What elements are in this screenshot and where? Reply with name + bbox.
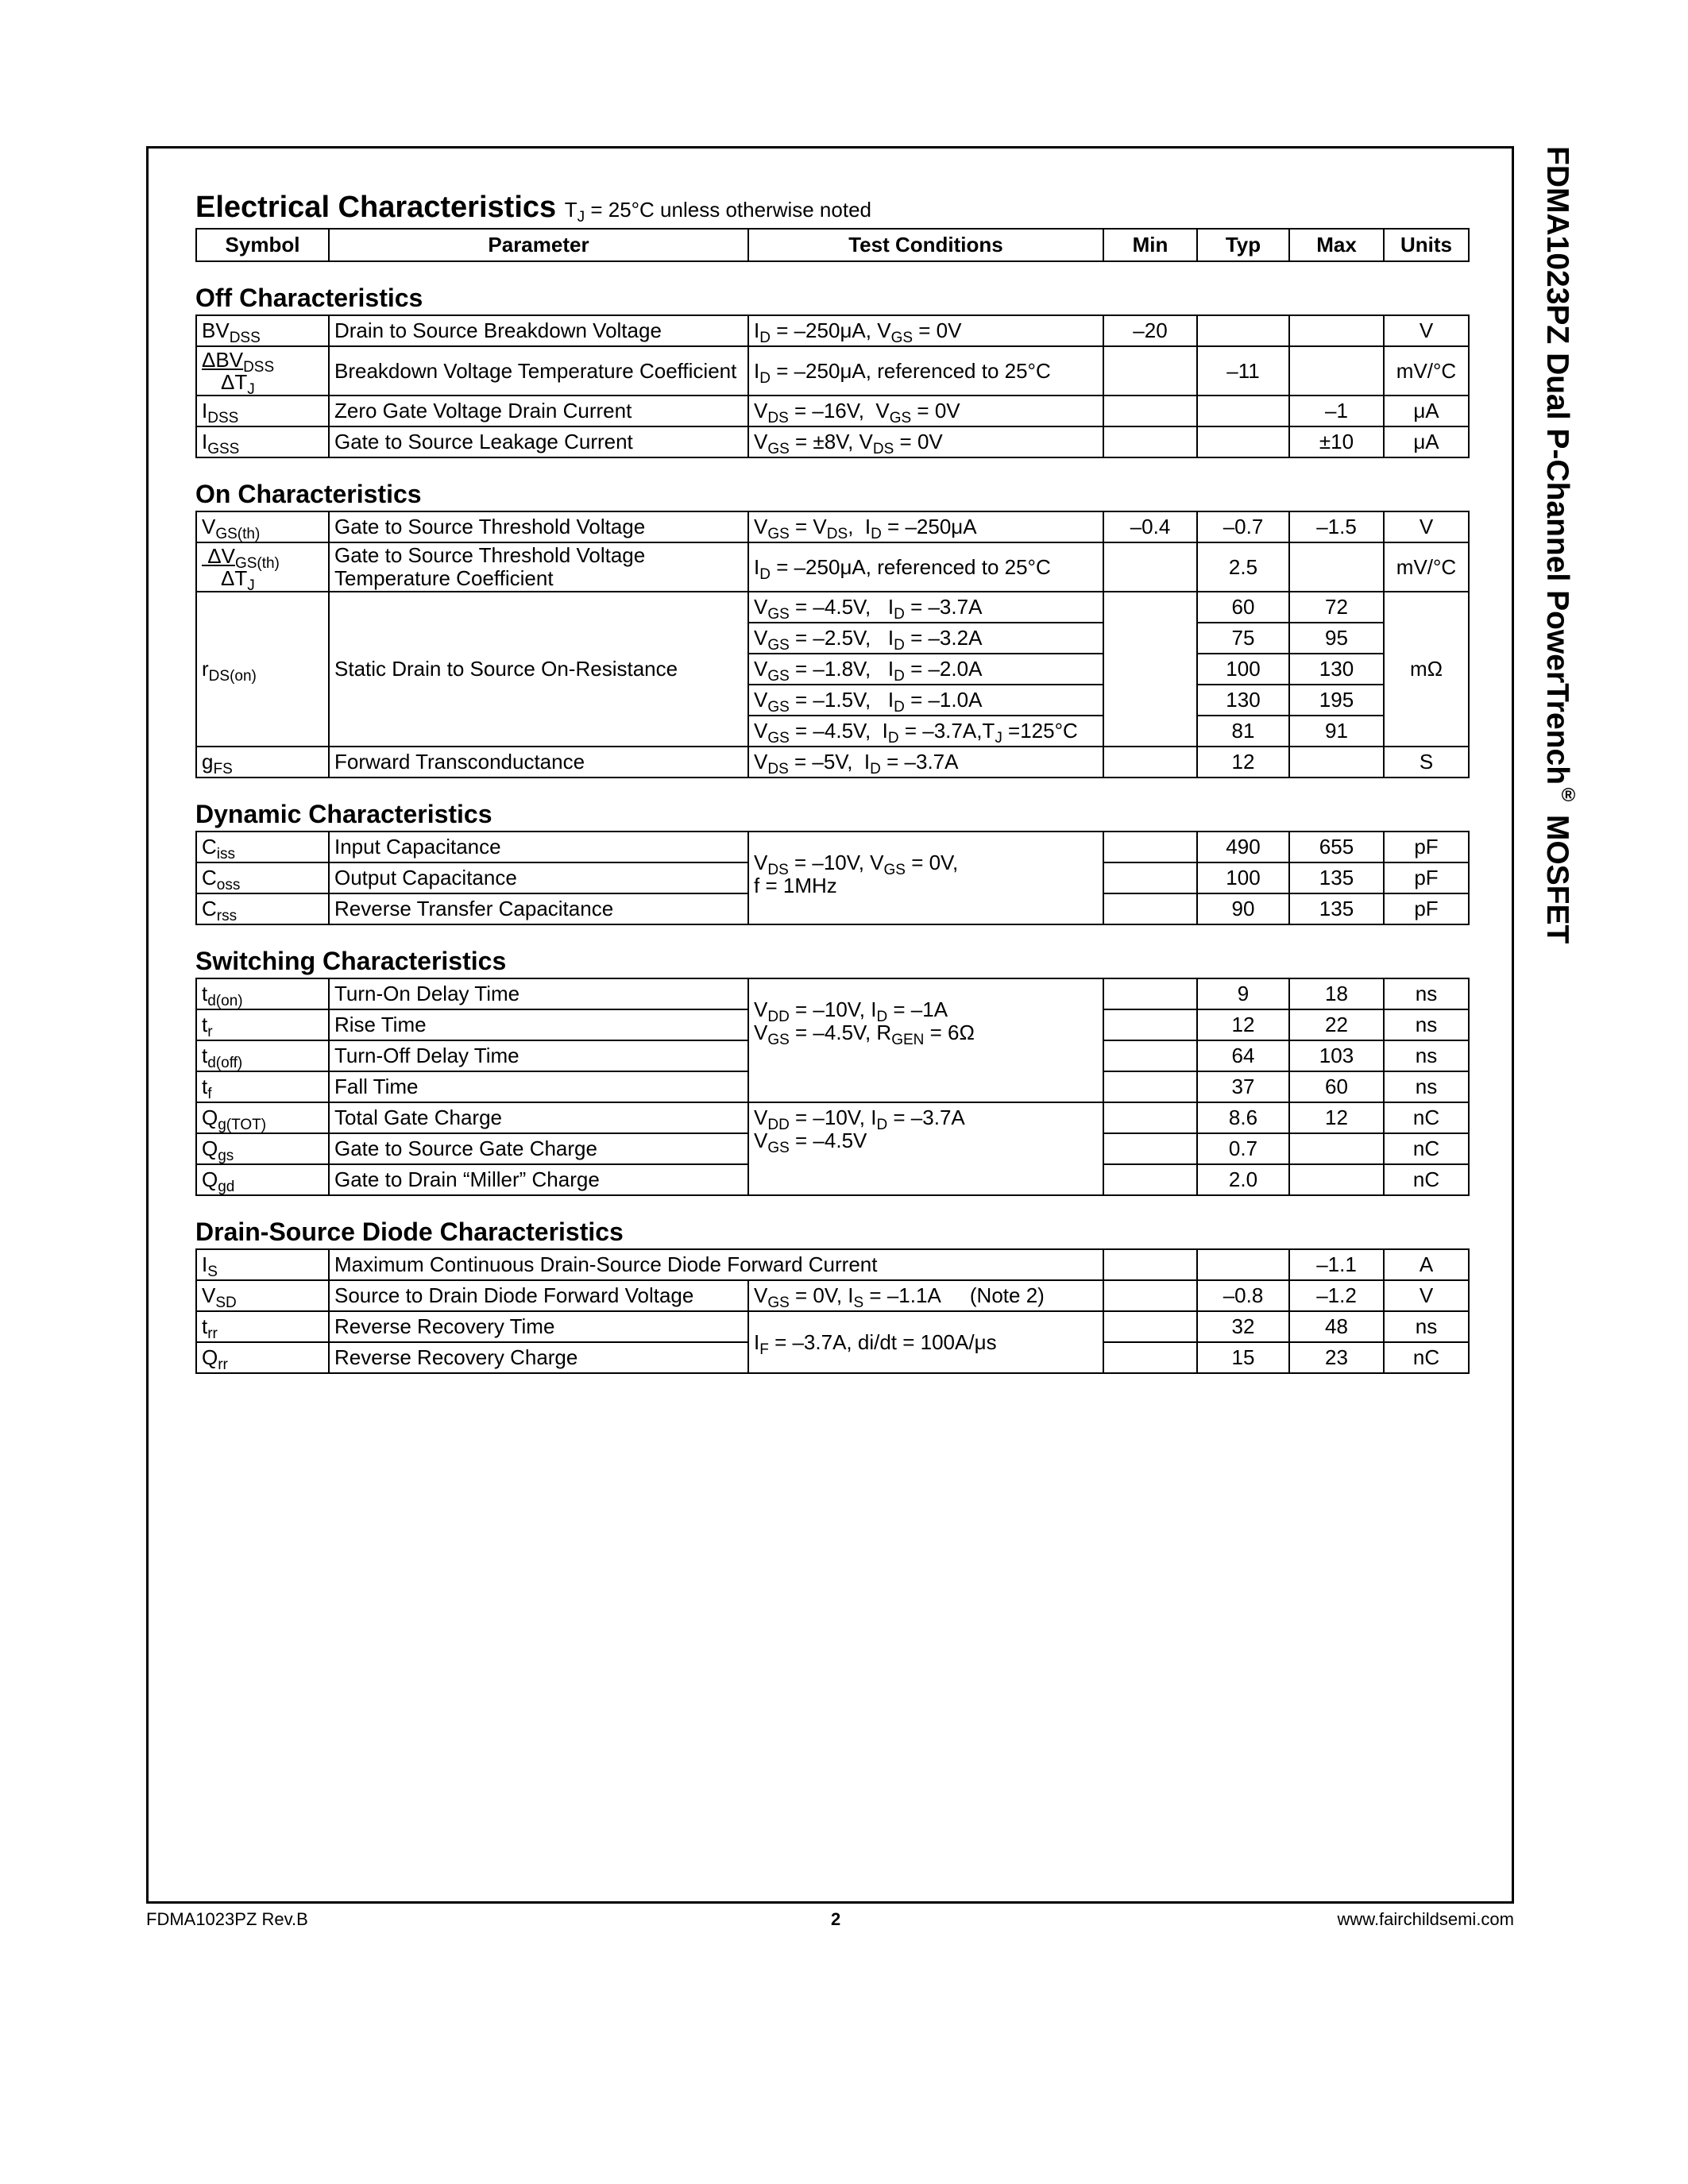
page-heading	[195, 187, 1468, 228]
span-element: FDMA1023PZ Dual P-Channel PowerTrench	[1540, 146, 1574, 785]
subscript: FS	[213, 761, 233, 778]
symbol-cell: $C_{iss}$	[196, 832, 329, 862]
value-cell: nC	[1384, 1133, 1469, 1164]
value-cell	[1103, 832, 1197, 862]
subscript: D	[759, 369, 771, 387]
symbol-cell: $I_{GSS}$	[196, 426, 329, 457]
symbol-cell: $t_{d(on)}$	[196, 978, 329, 1009]
cond-cell: $I_D = -250\mu A$, $V_{GS} = 0V$	[748, 315, 1103, 346]
col-typ: Typ	[1197, 229, 1289, 261]
value-cell	[1289, 315, 1384, 346]
cond-cell: $V_{GS} = -2.5V$, $I_D = -3.2A$	[748, 623, 1103, 654]
value-cell: S	[1384, 747, 1469, 778]
param-cell: Turn-Off Delay Time	[329, 1040, 748, 1071]
value-cell	[1103, 396, 1197, 426]
cond-cell: $V_{GS} = -1.8V$, $I_D = -2.0A$	[748, 654, 1103, 685]
cond-cell: $V_{DS} = -10V$, $V_{GS} = 0V$, f = 1MHz	[748, 832, 1103, 924]
subscript: J	[247, 577, 255, 595]
value-cell	[1289, 1164, 1384, 1195]
value-cell: 195	[1289, 685, 1384, 716]
subscript: GS	[890, 330, 914, 347]
cond-cell: $V_{DS} = -5V$, $I_D = -3.7A$	[748, 747, 1103, 778]
symbol-cell	[196, 346, 329, 399]
subscript: DS	[767, 761, 789, 778]
value-cell: ns	[1384, 1311, 1469, 1342]
value-cell	[1289, 542, 1384, 592]
subscript: d(on)	[207, 993, 243, 1010]
superscript: ®	[1558, 785, 1579, 807]
value-cell	[1103, 426, 1197, 457]
value-cell	[1103, 1280, 1197, 1311]
table-row	[196, 1280, 1469, 1311]
header-row	[196, 229, 1469, 261]
on-table	[195, 511, 1470, 778]
symbol-cell: $t_{d(off)}$	[196, 1040, 329, 1071]
param-cell: Fall Time	[329, 1071, 748, 1102]
param-cell: Gate to Source Threshold Voltage Temperature Coefficient	[329, 542, 748, 592]
value-cell: –11	[1197, 346, 1289, 396]
symbol-cell: $r_{DS(on)}$	[196, 592, 329, 747]
subscript: DD	[767, 1009, 790, 1026]
subscript: DS	[826, 526, 848, 543]
table-row	[196, 542, 1469, 592]
symbol-cell: $I_S$	[196, 1249, 329, 1280]
value-cell: ns	[1384, 1040, 1469, 1071]
span-element: Electrical Characteristics	[195, 191, 557, 224]
subscript: S	[853, 1295, 864, 1312]
subscript: DSS	[229, 330, 261, 347]
value-cell	[1103, 1009, 1197, 1040]
span-element: = 25°C unless otherwise noted	[585, 198, 871, 222]
param-cell: Static Drain to Source On-Resistance	[329, 592, 748, 747]
subscript: rss	[216, 908, 238, 925]
subscript: D	[894, 699, 905, 716]
value-cell	[1197, 315, 1289, 346]
value-cell: –20	[1103, 315, 1197, 346]
subscript: GS	[767, 1032, 790, 1049]
value-cell: 12	[1197, 747, 1289, 778]
param-cell: Total Gate Charge	[329, 1102, 748, 1133]
cond-cell: $V_{DD} = -10V$, $I_D = -3.7A$ $V_{GS} = -4.5V$	[748, 1102, 1103, 1195]
param-cell: Gate to Source Threshold Voltage	[329, 511, 748, 542]
switching-table	[195, 978, 1470, 1196]
col-test-conditions: Test Conditions	[748, 229, 1103, 261]
subscript: GS	[767, 1295, 790, 1312]
param-cell: Zero Gate Voltage Drain Current	[329, 396, 748, 426]
off-table	[195, 314, 1470, 458]
subscript: rr	[207, 1325, 218, 1343]
value-cell	[1103, 862, 1197, 893]
subscript: GS	[767, 730, 790, 747]
subscript: GS	[767, 1140, 790, 1157]
table-row	[196, 1102, 1469, 1133]
value-cell: 60	[1197, 592, 1289, 623]
table-row	[196, 426, 1469, 457]
subscript: GS	[767, 699, 790, 716]
dynamic-table	[195, 831, 1470, 925]
value-cell: 135	[1289, 862, 1384, 893]
subscript: J	[995, 730, 1002, 747]
subscript: DS	[872, 441, 894, 458]
param-cell: Drain to Source Breakdown Voltage	[329, 315, 748, 346]
param-cell: Output Capacitance	[329, 862, 748, 893]
subscript: DS(on)	[208, 668, 257, 685]
param-cell: Maximum Continuous Drain-Source Diode Forward Current	[329, 1249, 1103, 1280]
value-cell: nC	[1384, 1342, 1469, 1373]
value-cell	[1289, 747, 1384, 778]
section-diode: Drain-Source Diode Characteristics	[195, 1217, 624, 1246]
value-cell: ±10	[1289, 426, 1384, 457]
value-cell: 15	[1197, 1342, 1289, 1373]
subscript: g(TOT)	[218, 1117, 267, 1134]
value-cell: –0.8	[1197, 1280, 1289, 1311]
table-row	[196, 747, 1469, 778]
value-cell: μA	[1384, 396, 1469, 426]
symbol-cell: $V_{SD}$	[196, 1280, 329, 1311]
symbol-cell: $C_{oss}$	[196, 862, 329, 893]
cond-cell: $V_{GS} = \pm 8V$, $V_{DS} = 0V$	[748, 426, 1103, 457]
value-cell: mV/°C	[1384, 346, 1469, 396]
symbol-cell: $t_r$	[196, 1009, 329, 1040]
cond-cell: $V_{GS} = 0V$, $I_S = -1.1A$ (Note 2)	[748, 1280, 1103, 1311]
value-cell: 48	[1289, 1311, 1384, 1342]
symbol-cell	[196, 542, 329, 595]
symbol-cell: $t_f$	[196, 1071, 329, 1102]
value-cell: 9	[1197, 978, 1289, 1009]
value-cell: mΩ	[1384, 592, 1469, 747]
param-cell: Forward Transconductance	[329, 747, 748, 778]
col-symbol: Symbol	[196, 229, 329, 261]
value-cell: nC	[1384, 1102, 1469, 1133]
table-row	[196, 346, 1469, 396]
heading-condition	[564, 198, 871, 226]
value-cell	[1103, 1311, 1197, 1342]
value-cell: 655	[1289, 832, 1384, 862]
subscript: D	[876, 1117, 888, 1134]
value-cell: ns	[1384, 978, 1469, 1009]
u-element: $\Delta BV_{DSS}$	[202, 348, 275, 376]
value-cell	[1103, 1071, 1197, 1102]
span-element: T	[564, 198, 577, 222]
subscript: J	[577, 209, 585, 226]
symbol-cell: $V_{GS(th)}$	[196, 511, 329, 542]
value-cell: 60	[1289, 1071, 1384, 1102]
col-max: Max	[1289, 229, 1384, 261]
span-element: $\Delta T_J$	[221, 370, 255, 399]
value-cell: V	[1384, 511, 1469, 542]
cond-cell: $I_D = -250\mu A$, referenced to 25°C	[748, 346, 1103, 396]
value-cell	[1197, 426, 1289, 457]
cond-cell: $V_{GS} = -1.5V$, $I_D = -1.0A$	[748, 685, 1103, 716]
cond-cell: $V_{GS} = -4.5V$, $I_D = -3.7A,T_J =125^\circ C$	[748, 716, 1103, 747]
value-cell: V	[1384, 315, 1469, 346]
footer-page-number: 2	[831, 1909, 841, 1929]
value-cell: –1.2	[1289, 1280, 1384, 1311]
value-cell	[1103, 592, 1197, 747]
subscript: D	[894, 668, 905, 685]
subscript: SD	[215, 1295, 237, 1312]
value-cell: –0.4	[1103, 511, 1197, 542]
section-off: Off Characteristics	[195, 284, 423, 312]
cond-cell: $V_{DS} = -16V$, $V_{GS} = 0V$	[748, 396, 1103, 426]
value-cell: μA	[1384, 426, 1469, 457]
subscript: J	[247, 381, 255, 399]
value-cell: 2.0	[1197, 1164, 1289, 1195]
value-cell: 130	[1289, 654, 1384, 685]
subscript: r	[207, 1024, 213, 1041]
value-cell: 18	[1289, 978, 1384, 1009]
param-cell: Input Capacitance	[329, 832, 748, 862]
value-cell: 75	[1197, 623, 1289, 654]
subscript: D	[894, 637, 905, 654]
param-cell: Breakdown Voltage Temperature Coefficient	[329, 346, 748, 396]
value-cell	[1197, 1249, 1289, 1280]
value-cell: 32	[1197, 1311, 1289, 1342]
param-cell: Reverse Recovery Charge	[329, 1342, 748, 1373]
value-cell: 490	[1197, 832, 1289, 862]
subscript: GS	[767, 441, 790, 458]
symbol-cell: $I_{DSS}$	[196, 396, 329, 426]
value-cell	[1103, 747, 1197, 778]
value-cell	[1103, 893, 1197, 924]
value-cell: 64	[1197, 1040, 1289, 1071]
cond-cell: $V_{GS} = V_{DS}$, $I_D = -250\mu A$	[748, 511, 1103, 542]
table-row	[196, 832, 1469, 862]
value-cell: mV/°C	[1384, 542, 1469, 592]
subscript: D	[876, 1009, 888, 1026]
cond-cell: $I_D = -250\mu A$, referenced to 25°C	[748, 542, 1103, 592]
value-cell: 8.6	[1197, 1102, 1289, 1133]
value-cell: pF	[1384, 832, 1469, 862]
subscript: DD	[767, 1117, 790, 1134]
value-cell: A	[1384, 1249, 1469, 1280]
value-cell	[1289, 1133, 1384, 1164]
subscript: GS	[767, 668, 790, 685]
value-cell: 91	[1289, 716, 1384, 747]
footer-website-link[interactable]: www.fairchildsemi.com	[1337, 1909, 1514, 1929]
subscript: f	[207, 1086, 212, 1103]
cond-cell: $V_{DD} = -10V$, $I_D = -1A$ $V_{GS} = -4.5V$, $R_{GEN} = 6\Omega$	[748, 978, 1103, 1102]
param-cell: Turn-On Delay Time	[329, 978, 748, 1009]
symbol-cell: $Q_{gd}$	[196, 1164, 329, 1195]
value-cell: 12	[1289, 1102, 1384, 1133]
value-cell: 95	[1289, 623, 1384, 654]
value-cell: 100	[1197, 654, 1289, 685]
value-cell: 135	[1289, 893, 1384, 924]
subscript: D	[759, 565, 771, 583]
param-cell: Gate to Source Gate Charge	[329, 1133, 748, 1164]
value-cell	[1103, 1040, 1197, 1071]
value-cell: 23	[1289, 1342, 1384, 1373]
table-row	[196, 1249, 1469, 1280]
subscript: GS(th)	[215, 526, 261, 543]
param-cell: Gate to Drain “Miller” Charge	[329, 1164, 748, 1195]
subscript: rr	[218, 1356, 228, 1374]
param-cell: Rise Time	[329, 1009, 748, 1040]
span-element: $\Delta T_J$	[221, 566, 255, 595]
symbol-cell: $BV_{DSS}$	[196, 315, 329, 346]
value-cell: ns	[1384, 1071, 1469, 1102]
value-cell: 130	[1197, 685, 1289, 716]
symbol-cell: $Q_{g(TOT)}$	[196, 1102, 329, 1133]
value-cell: 81	[1197, 716, 1289, 747]
column-header-table	[195, 228, 1470, 262]
subscript: GS(th)	[234, 555, 280, 573]
subscript: GSS	[207, 441, 240, 458]
value-cell: pF	[1384, 893, 1469, 924]
table-row	[196, 592, 1469, 623]
subscript: D	[871, 526, 882, 543]
param-cell: Reverse Transfer Capacitance	[329, 893, 748, 924]
value-cell	[1103, 1342, 1197, 1373]
subscript: DS	[767, 862, 789, 879]
table-row	[196, 511, 1469, 542]
subscript: gs	[218, 1148, 234, 1165]
subscript: D	[894, 606, 905, 623]
value-cell: 100	[1197, 862, 1289, 893]
document-side-title	[1539, 146, 1579, 1020]
span-element: f = 1MHz	[754, 874, 837, 897]
table-row	[196, 396, 1469, 426]
value-cell	[1103, 1164, 1197, 1195]
symbol-cell: $g_{FS}$	[196, 747, 329, 778]
subscript: GS	[883, 862, 906, 879]
subscript: GS	[767, 606, 790, 623]
subscript: GEN	[891, 1032, 925, 1049]
value-cell: 2.5	[1197, 542, 1289, 592]
subscript: gd	[218, 1179, 235, 1196]
subscript: D	[759, 330, 771, 347]
footer-revision: FDMA1023PZ Rev.B	[146, 1909, 308, 1929]
param-cell: Source to Drain Diode Forward Voltage	[329, 1280, 748, 1311]
subscript: F	[759, 1341, 769, 1358]
value-cell: pF	[1384, 862, 1469, 893]
cond-cell: $I_F = -3.7A$, di/dt = 100A/μs	[748, 1311, 1103, 1373]
col-min: Min	[1103, 229, 1197, 261]
param-cell: Reverse Recovery Time	[329, 1311, 748, 1342]
subscript: GS	[889, 410, 912, 427]
value-cell	[1289, 346, 1384, 396]
value-cell: 22	[1289, 1009, 1384, 1040]
value-cell: nC	[1384, 1164, 1469, 1195]
col-units: Units	[1384, 229, 1469, 261]
value-cell: 72	[1289, 592, 1384, 623]
cond-cell: $V_{GS} = -4.5V$, $I_D = -3.7A$	[748, 592, 1103, 623]
section-switching: Switching Characteristics	[195, 947, 507, 975]
value-cell: 12	[1197, 1009, 1289, 1040]
value-cell	[1103, 978, 1197, 1009]
value-cell: 0.7	[1197, 1133, 1289, 1164]
value-cell: ns	[1384, 1009, 1469, 1040]
subscript: D	[870, 761, 881, 778]
subscript: DS	[767, 410, 789, 427]
u-element: $\Delta V_{GS(th)}$	[202, 544, 280, 573]
table-row	[196, 315, 1469, 346]
value-cell	[1103, 1102, 1197, 1133]
datasheet-content	[195, 187, 1468, 1374]
subscript: GS	[767, 637, 790, 654]
value-cell: –1.1	[1289, 1249, 1384, 1280]
value-cell: 103	[1289, 1040, 1384, 1071]
value-cell	[1197, 396, 1289, 426]
symbol-cell: $C_{rss}$	[196, 893, 329, 924]
value-cell: –1	[1289, 396, 1384, 426]
subscript: DSS	[243, 359, 275, 376]
subscript: d(off)	[207, 1055, 243, 1072]
span-element: MOSFET	[1540, 806, 1574, 944]
diode-table	[195, 1248, 1470, 1374]
subscript: S	[207, 1264, 218, 1281]
table-row	[196, 1311, 1469, 1342]
value-cell	[1103, 1249, 1197, 1280]
table-row	[196, 978, 1469, 1009]
value-cell: 90	[1197, 893, 1289, 924]
value-cell: –0.7	[1197, 511, 1289, 542]
col-parameter: Parameter	[329, 229, 748, 261]
symbol-cell: $Q_{rr}$	[196, 1342, 329, 1373]
section-dynamic: Dynamic Characteristics	[195, 800, 492, 828]
param-cell: Gate to Source Leakage Current	[329, 426, 748, 457]
value-cell	[1103, 1133, 1197, 1164]
subscript: GS	[767, 526, 790, 543]
section-on: On Characteristics	[195, 480, 422, 508]
symbol-cell: $t_{rr}$	[196, 1311, 329, 1342]
symbol-cell: $Q_{gs}$	[196, 1133, 329, 1164]
subscript: iss	[216, 846, 236, 863]
value-cell	[1103, 542, 1197, 592]
subscript: D	[887, 730, 899, 747]
value-cell: V	[1384, 1280, 1469, 1311]
value-cell	[1103, 346, 1197, 396]
subscript: DSS	[207, 410, 239, 427]
value-cell: 37	[1197, 1071, 1289, 1102]
value-cell: –1.5	[1289, 511, 1384, 542]
subscript: oss	[216, 877, 241, 894]
